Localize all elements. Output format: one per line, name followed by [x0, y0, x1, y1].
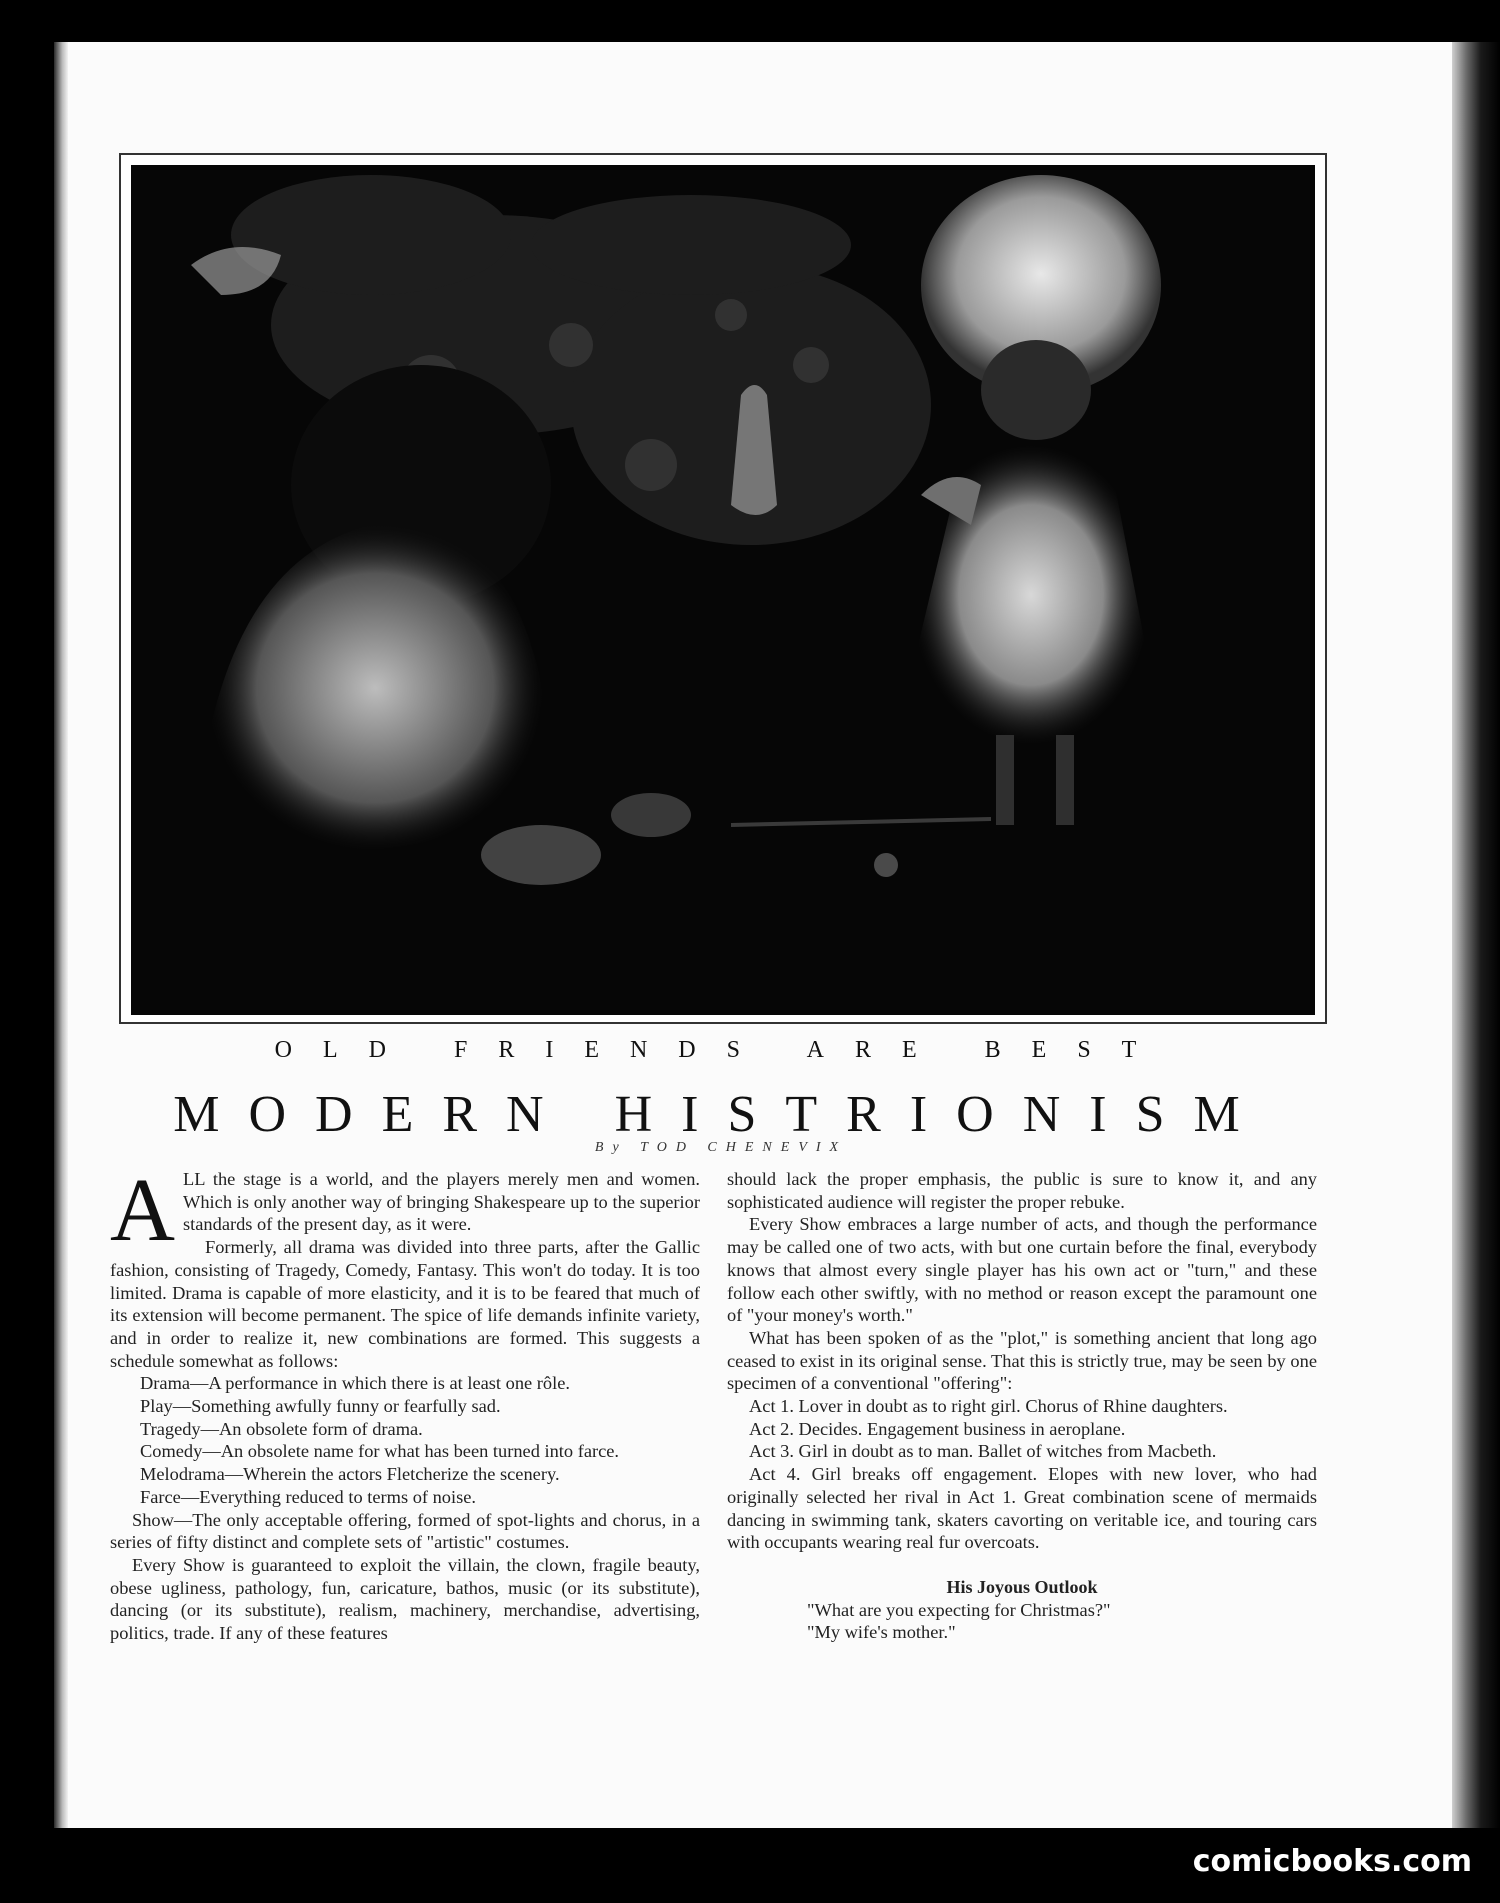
article-byline: By TOD CHENEVIX: [594, 1140, 848, 1155]
drop-cap: A: [110, 1161, 175, 1260]
text-column-left: [110, 1161, 700, 1645]
definition-item: Play—Something awfully funny or fearfully sad.: [140, 1396, 501, 1417]
site-watermark: comicbooks.com: [1192, 1844, 1472, 1879]
intro-paragraph: [110, 1161, 700, 1260]
act-item: Act 4. Girl breaks off engagement. Elopes with new lover, who had originally selected her rival in Act 1. Great combination scene of mermaids dancing in swimming tank, skaters cavorting on veritable ice, and touring cars with occupants wearing real fur overcoats.: [727, 1464, 1317, 1553]
paragraph-show-features: Every Show is guaranteed to exploit the villain, the clown, fragile beauty, obese ugliness, pathology, fun, caricature, bathos, music (or its substitute), dancing (or its substitute), realism, machinery, merchandise, advertising, politics, trade. If any of these features: [110, 1554, 700, 1644]
definition-item: Drama—A performance in which there is at least one rôle.: [140, 1373, 570, 1394]
definition-item: Show—The only acceptable offering, formed of spot-lights and chorus, in a series of fifty distinct and complete sets of "artistic" costumes.: [110, 1509, 700, 1553]
photo-dolls: [131, 165, 1315, 1015]
intro-text: LL the stage is a world, and the players merely men and women. Which is only another way of bringing Shakespeare up to the superior standards of the present day, as it were.: [183, 1169, 700, 1235]
paragraph-acts: Every Show embraces a large number of acts, and though the performance may be called one of two acts, with but one curtain before the final, everybody knows that almost every single player has his own act or "turn," and these follow each other swiftly, with no method or reason except the paramount one of "your money's worth.": [727, 1214, 1317, 1326]
definition-item: Tragedy—An obsolete form of drama.: [140, 1418, 423, 1439]
joke-title: His Joyous Outlook: [946, 1576, 1098, 1597]
act-item: Act 1. Lover in doubt as to right girl. Chorus of Rhine daughters.: [749, 1396, 1228, 1417]
act-item: Act 2. Decides. Engagement business in aeroplane.: [749, 1418, 1126, 1439]
page-gutter-shadow: [54, 42, 68, 1828]
definition-item: Comedy—An obsolete name for what has been turned into farce.: [140, 1441, 620, 1462]
paragraph-genres: Formerly, all drama was divided into three parts, after the Gallic fashion, consisting of Tragedy, Comedy, Fantasy. This won't do today. It is too limited. Drama is capable of more elasticity, and it is to be feared that much of its extension will become permanent. The spice of life demands infinite variety, and in order to realize it, new combinations are formed. This suggests a schedule somewhat as follows:: [110, 1237, 700, 1371]
article-title: MODERN HISTRIONISM: [173, 1086, 1269, 1143]
text-column-right: [727, 1168, 1317, 1644]
joke-line: "What are you expecting for Christmas?": [807, 1599, 1111, 1620]
act-item: Act 3. Girl in doubt as to man. Ballet of witches from Macbeth.: [749, 1441, 1217, 1462]
definition-item: Farce—Everything reduced to terms of noise.: [140, 1486, 477, 1507]
photo-caption: OLD FRIENDS ARE BEST: [274, 1037, 1168, 1063]
book-binding-edge: [1452, 42, 1500, 1828]
paragraph-plot: What has been spoken of as the "plot," is something ancient that long ago ceased to exist in its original sense. That this is strictly true, may be seen by one specimen of a conventional "offering":: [727, 1327, 1317, 1394]
definition-item: Melodrama—Wherein the actors Fletcherize the scenery.: [140, 1464, 560, 1485]
paragraph-continued: should lack the proper emphasis, the public is sure to know it, and any sophisticated audience will register the proper rebuke.: [727, 1169, 1317, 1212]
joke-line: "My wife's mother.": [807, 1622, 956, 1643]
dolls-photo-illustration: [131, 165, 1315, 1015]
